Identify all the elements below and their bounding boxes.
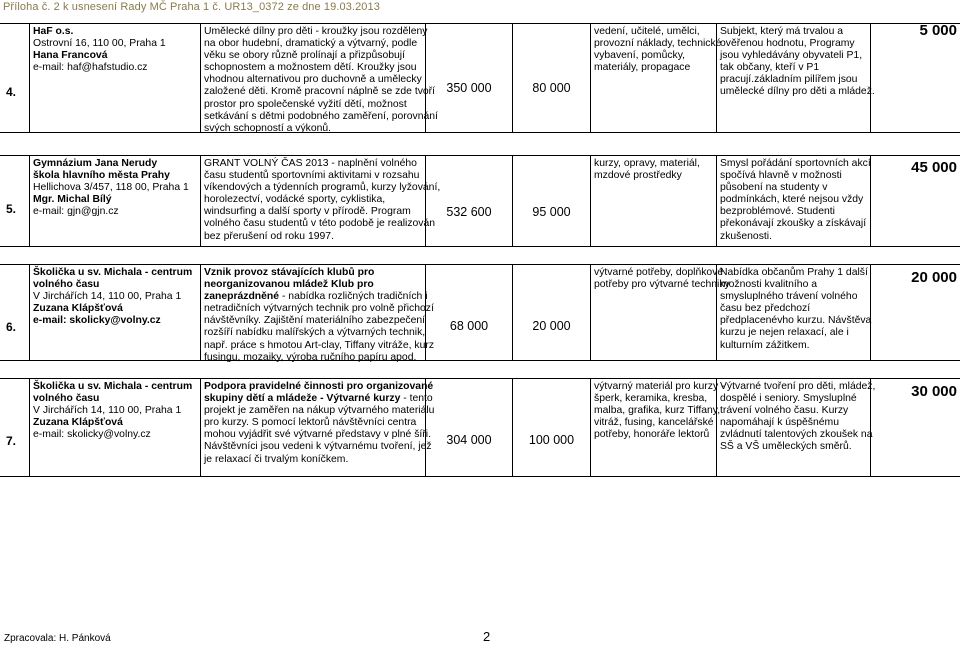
justification-line: Výtvarné tvoření pro děti, mládež, xyxy=(720,381,876,392)
applicant-email: e-mail: skolicky@volny.cz xyxy=(33,315,161,327)
project-line xyxy=(204,393,433,405)
justification-line: Nabídka občanům Prahy 1 další xyxy=(720,267,868,278)
applicant-name-line2: volného času xyxy=(33,279,100,291)
project-line: mohou vyjádřit své výtvarné představy v plné šíři. xyxy=(204,429,431,441)
applicant-address: V Jirchářích 14, 110 00, Praha 1 xyxy=(33,405,182,417)
justification-cell xyxy=(717,23,875,133)
justification-line: Smysl pořádání sportovních akcí xyxy=(720,158,871,169)
page-header: Příloha č. 2 k usnesení Rady MČ Praha 1 č. UR13_0372 ze dne 19.03.2013 xyxy=(3,1,380,13)
justification-line: tak občany, kteří v P1 xyxy=(720,62,820,74)
justification-line: možnosti kvalitního a xyxy=(720,279,818,291)
row-number: 7. xyxy=(6,434,17,448)
justification-line: překonávají zkoušky a získávají xyxy=(720,218,867,230)
project-cell xyxy=(201,155,441,247)
project-line xyxy=(204,291,428,303)
justification-line: předplacenévho kurzu. Návštěva xyxy=(720,315,872,327)
justification-line: podmínkách, které nejsou vždy xyxy=(720,194,864,206)
project-line: Umělecké dílny pro děti - kroužky jsou rozděleny xyxy=(204,26,428,37)
approved-amount-cell xyxy=(513,264,591,361)
row-number-cell xyxy=(0,378,30,477)
project-line: windsurfing a další sporty v přírodě. Program xyxy=(204,206,411,218)
approved-amount-cell xyxy=(513,378,591,477)
requested-amount-cell xyxy=(426,23,513,133)
justification-line: spočívá hlavně v možnosti xyxy=(720,170,842,182)
justification-line: napomáhají k úspěšnému xyxy=(720,417,839,429)
project-line: Vznik provoz stávajících klubů pro xyxy=(204,267,375,278)
justification-line: ověřenou hodnotu, Programy xyxy=(720,38,855,50)
justification-line: kurzu je nejen relaxací, ale i xyxy=(720,327,849,339)
approved-amount: 20 000 xyxy=(532,319,571,333)
project-line: víkendových a týdenních programů, kurzy lyžování, xyxy=(204,182,441,194)
justification-cell xyxy=(717,264,871,361)
project-emphasis: skupiny dětí a mládeže - Výtvarné kurzy xyxy=(204,393,401,405)
applicant-contact: Mgr. Michal Bílý xyxy=(33,194,112,206)
justification-line: pracují.základním pilířem jsou xyxy=(720,74,858,86)
grant-amount: 30 000 xyxy=(911,383,957,400)
grant-cell xyxy=(871,155,960,247)
row-number-cell xyxy=(0,23,30,133)
costs-line: výtvarný materiál pro kurzy - xyxy=(594,381,725,392)
table-row xyxy=(0,155,960,247)
costs-line: vitráž, fusing, kancelářské xyxy=(594,417,714,429)
table-row xyxy=(0,378,960,477)
requested-amount: 304 000 xyxy=(446,433,492,447)
grant-cell xyxy=(871,23,960,133)
project-line: Podpora pravidelné činnosti pro organizované xyxy=(204,381,434,392)
project-line: neorganizovanou mládež Klub pro xyxy=(204,279,374,291)
project-line: setkávání s dětmi podobného zaměření, porovnání xyxy=(204,110,438,122)
project-line: rozšíří nabídku malířských a výtvarných technik, xyxy=(204,327,426,339)
costs-line: vybavení, pomůcky, xyxy=(594,50,686,62)
justification-cell xyxy=(717,378,876,477)
applicant-cell xyxy=(30,23,201,133)
project-line: svých schopností a výkonů. xyxy=(204,122,332,134)
costs-cell xyxy=(591,155,717,247)
applicant-name: Školička u sv. Michala - centrum xyxy=(33,267,193,278)
project-line: prostor pro společenské vyžití dětí, možnost xyxy=(204,98,407,110)
applicant-contact: Hana Francová xyxy=(33,50,108,62)
applicant-address: Hellichova 3/457, 118 00, Praha 1 xyxy=(33,182,189,194)
project-cell xyxy=(201,264,435,363)
applicant-cell xyxy=(30,264,201,361)
requested-amount: 68 000 xyxy=(449,319,489,333)
project-line: projekt je zaměřen na nákup výtvarného materiálu xyxy=(204,405,435,417)
project-emphasis: zaneprázdněné xyxy=(204,291,280,303)
row-number: 6. xyxy=(6,320,17,334)
applicant-name: Školička u sv. Michala - centrum xyxy=(33,381,193,392)
justification-line: času bez předchozí xyxy=(720,303,811,315)
requested-amount-cell xyxy=(426,264,513,361)
project-line: na obor hudební, dramatický a výtvarný, podle xyxy=(204,38,418,50)
justification-line: bezproblémové. Studenti xyxy=(720,206,835,218)
approved-amount: 100 000 xyxy=(528,433,575,447)
justification-line: umělecké dílny pro děti a mládež. xyxy=(720,86,875,98)
justification-line: SŠ a VŠ uměleckých směrů. xyxy=(720,441,852,453)
costs-cell xyxy=(591,23,722,133)
applicant-name-line2: škola hlavního města Prahy xyxy=(33,170,170,182)
justification-line: zvládnutí talentových zkoušek na xyxy=(720,429,873,441)
grant-amount: 45 000 xyxy=(911,159,957,176)
row-number: 5. xyxy=(6,202,17,216)
costs-line: malba, grafika, kurz Tiffany, xyxy=(594,405,721,417)
page-number: 2 xyxy=(483,629,491,644)
costs-line: materiály, propagace xyxy=(594,62,691,74)
requested-amount: 532 600 xyxy=(446,205,492,219)
applicant-name: Gymnázium Jana Nerudy xyxy=(33,158,158,169)
project-line: návštěvníky. Zajištění materiálního zabezpečení xyxy=(204,315,426,327)
justification-cell xyxy=(717,155,871,247)
applicant-address: Ostrovní 16, 110 00, Praha 1 xyxy=(33,38,166,50)
costs-cell xyxy=(591,264,730,361)
requested-amount: 350 000 xyxy=(446,81,492,95)
project-text: - nabídka rozličných tradičních i xyxy=(279,291,428,303)
applicant-address: V Jirchářích 14, 110 00, Praha 1 xyxy=(33,291,182,303)
requested-amount-cell xyxy=(426,155,513,247)
justification-line: dospělé i seniory. Smysluplné xyxy=(720,393,857,405)
table-row xyxy=(0,264,960,361)
applicant-email: e-mail: haf@hafstudio.cz xyxy=(33,62,148,74)
justification-line: Subjekt, který má trvalou a xyxy=(720,26,844,37)
project-line: netradičních výtvarných technik pro volně přichozí xyxy=(204,303,434,315)
project-cell xyxy=(201,23,438,134)
applicant-cell xyxy=(30,155,201,247)
grant-amount: 5 000 xyxy=(919,22,957,39)
costs-line: výtvarné potřeby, doplňkové xyxy=(594,267,724,278)
project-line: času studentů sportovními aktivitami v rozsahu xyxy=(204,170,420,182)
justification-line: jsou vyhledávány obyvateli P1, xyxy=(720,50,863,62)
footer-author: Zpracovala: H. Pánková xyxy=(4,633,111,644)
applicant-name: HaF o.s. xyxy=(33,26,74,37)
project-text: - tento xyxy=(400,393,433,405)
project-cell xyxy=(201,378,435,477)
justification-line: smysluplného trávení volného xyxy=(720,291,858,303)
grant-amount: 20 000 xyxy=(911,269,957,286)
project-line: např. práce s hmotou Art-clay, Tiffany vitráže, kurz xyxy=(204,339,435,351)
project-line: horolezectví, vodácké sporty, cyklistika, xyxy=(204,194,386,206)
requested-amount-cell xyxy=(426,378,513,477)
approved-amount: 95 000 xyxy=(532,205,571,219)
costs-line: kurzy, opravy, materiál, xyxy=(594,158,700,169)
costs-line: potřeby, honoráře lektorů xyxy=(594,429,710,441)
project-line: pro kurzy. S pomocí lektorů návštěvníci centra xyxy=(204,417,417,429)
justification-line: zkušenosti. xyxy=(720,230,772,242)
approved-amount: 80 000 xyxy=(532,81,571,95)
costs-line: šperk, keramika, kresba, xyxy=(594,393,708,405)
applicant-email: e-mail: skolicky@volny.cz xyxy=(33,429,151,441)
applicant-name-line2: volného času xyxy=(33,393,100,405)
applicant-email: e-mail: gjn@gjn.cz xyxy=(33,206,119,218)
approved-amount-cell xyxy=(513,23,591,133)
applicant-contact: Zuzana Klápšťová xyxy=(33,303,123,315)
costs-line: mzdové prostředky xyxy=(594,170,682,182)
project-line: založené děti. Kromě pracovní náplně se zde tvoří xyxy=(204,86,436,98)
justification-line: trávení volného času. Kurzy xyxy=(720,405,849,417)
table-row xyxy=(0,23,960,133)
grant-cell xyxy=(871,264,960,361)
costs-line: potřeby pro výtvarné techniky xyxy=(594,279,730,291)
costs-line: vedení, učitelé, umělci, xyxy=(594,26,700,37)
row-number-cell xyxy=(0,264,30,361)
project-line: bez přerušení od roku 1997. xyxy=(204,230,334,242)
justification-line: působení na studenty v xyxy=(720,182,828,194)
grant-cell xyxy=(871,378,960,477)
applicant-cell xyxy=(30,378,201,477)
row-number: 4. xyxy=(6,85,17,99)
justification-line: kulturním zážitkem. xyxy=(720,339,810,351)
project-line: vhodnou alternativou pro duchovně a umělecky xyxy=(204,74,422,86)
project-line: Návštěvníci jsou vedeni k výtvarnému tvoření, jež xyxy=(204,441,432,453)
project-line: GRANT VOLNÝ ČAS 2013 - naplnění volného xyxy=(204,158,417,169)
applicant-contact: Zuzana Klápšťová xyxy=(33,417,123,429)
project-line: fusingu, mozaiky, výroba ručního papíru apod. xyxy=(204,351,417,363)
project-line: je relaxací či trvalým koníčkem. xyxy=(204,453,349,465)
project-line: schopnostem a možnostem dětí. Kroužky jsou xyxy=(204,62,417,74)
costs-cell xyxy=(591,378,725,477)
project-line: věku se obory různě prolínají a přizpůsobují xyxy=(204,50,405,62)
approved-amount-cell xyxy=(513,155,591,247)
costs-line: provozní náklady, technické xyxy=(594,38,722,50)
project-line: volného času studentů v této podobě je realizován xyxy=(204,218,436,230)
row-number-cell xyxy=(0,155,30,247)
